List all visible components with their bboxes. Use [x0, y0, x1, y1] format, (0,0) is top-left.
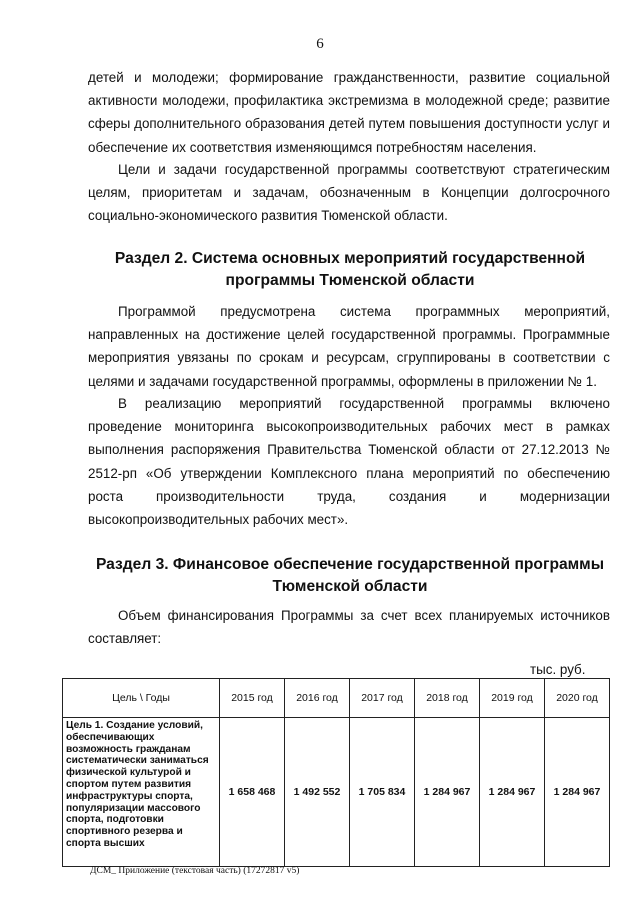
section-2-heading: Раздел 2. Система основных мероприятий государственной программы Тюменской области	[114, 250, 586, 289]
header-year-2016: 2016 год	[285, 679, 350, 718]
page-number: 6	[316, 36, 324, 52]
header-year-2019: 2019 год	[480, 679, 545, 718]
paragraph-goals-continued: детей и молодежи; формирование гражданственности, развитие социальной активности молодежи, профилактика экстремизма в молодежной среде; развитие сферы дополнительного образования детей путем повышения доступности услуг и обеспечение их соответствия изменяющимся потребностям населения.	[88, 70, 610, 155]
header-year-2018: 2018 год	[415, 679, 480, 718]
table-units: тыс. руб.	[530, 662, 586, 677]
value-2015: 1 658 468	[220, 718, 285, 867]
value-2017: 1 705 834	[350, 718, 415, 867]
header-year-2020: 2020 год	[545, 679, 610, 718]
funding-table	[62, 678, 610, 867]
goal-1-cell: Цель 1. Создание условий, обеспечивающих возможность гражданам систематически заниматься физической культурой и спортом путем развития инфраструктуры спорта, популяризации массового спорта, подготовки спортивного резерва и спорта высших	[63, 718, 220, 867]
table-row	[63, 718, 610, 867]
paragraph-program-activities: Программой предусмотрена система программных мероприятий, направленных на достижение целей государственной программы. Программные мероприятия увязаны по срокам и ресурсам, сгруппированы в соответствии с целями и задачами государственной программы, оформлены в приложении № 1.	[88, 304, 610, 389]
paragraph-funding-intro: Объем финансирования Программы за счет всех планируемых источников составляет:	[88, 608, 610, 647]
header-year-2015: 2015 год	[220, 679, 285, 718]
table-header-row	[63, 679, 610, 718]
value-2016: 1 492 552	[285, 718, 350, 867]
header-year-2017: 2017 год	[350, 679, 415, 718]
header-goal-years: Цель \ Годы	[63, 679, 220, 718]
paragraph-monitoring: В реализацию мероприятий государственной программы включено проведение мониторинга высокопроизводительных рабочих мест в рамках выполнения распоряжения Правительства Тюменской области от 27.12.2013 № 2512-рп «Об утверждении Комплексного плана мероприятий по обеспечению роста производительности труда, создания и модернизации высокопроизводительных рабочих мест».	[88, 396, 610, 528]
value-2018: 1 284 967	[415, 718, 480, 867]
section-3-heading: Раздел 3. Финансовое обеспечение государственной программы Тюменской области	[95, 556, 605, 595]
document-footer: ДСМ_ Приложение (текстовая часть) (17272817 v5)	[90, 866, 300, 876]
value-2019: 1 284 967	[480, 718, 545, 867]
value-2020: 1 284 967	[545, 718, 610, 867]
paragraph-goals-alignment: Цели и задачи государственной программы соответствуют стратегическим целям, приоритетам и задачам, обозначенным в Концепции долгосрочного социально-экономического развития Тюменской области.	[88, 162, 610, 224]
